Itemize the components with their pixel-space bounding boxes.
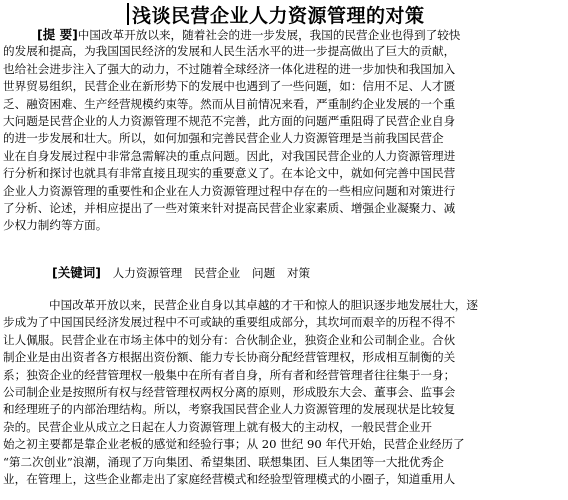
keyword-item: 问题	[251, 266, 276, 280]
abstract-line: 的进一步发展和壮大。所以，如何加强和完善民营企业人力资源管理是当前我国民营企	[3, 131, 444, 146]
abstract-line: 行分析和探讨也就具有非常直接且现实的重要意义了。在本论文中，就如何完善中国民营	[3, 166, 456, 181]
keywords-label: [关键词]	[52, 265, 101, 280]
abstract-line: 乏、融资困难、生产经营规模约束等。然而从目前情况来看，严重制约企业发展的一个重	[3, 96, 456, 111]
body-line: 杂的。民营企业从成立之日起在人力资源管理上就有极大的主动权，一般民营企业开	[3, 419, 432, 434]
title-rule	[127, 3, 129, 25]
abstract-line	[3, 26, 563, 43]
keyword-item: 民营企业	[193, 266, 241, 280]
page-title: 浅谈民营企业人力资源管理的对策	[132, 4, 425, 27]
abstract-section	[3, 26, 563, 235]
abstract-label: [提 要]	[37, 27, 78, 42]
keyword-item: 人力资源管理	[112, 266, 183, 280]
body-line: 让人佩服。民营企业在市场主体中的划分有：合伙制企业，独资企业和公司制企业。合伙	[3, 332, 456, 347]
body-line: 系；独资企业的经营管理权一般集中在所有者自身，所有者和经营管理者往往集于一身；	[3, 367, 456, 382]
body-line: 和经理班子的内部治理结构。所以，考察我国民营企业人力资源管理的发展现状是比较复	[3, 402, 456, 417]
keyword-item: 对策	[286, 266, 311, 280]
title-bar	[127, 2, 425, 26]
abstract-line: 业在自身发展过程中非常急需解决的重点问题。因此，对我国民营企业的人力资源管理进	[3, 148, 456, 163]
keywords-section	[52, 263, 310, 281]
body-line: 步成为了中国国民经济发展过程中不可或缺的重要组成部分，其坎坷而艰辛的历程不得不	[3, 315, 456, 330]
abstract-line: 的发展和提高，为我国国民经济的发展和人民生活水平的进一步提高做出了巨大的贡献，	[3, 44, 456, 59]
abstract-line: 少权力制约等方面。	[3, 218, 108, 233]
body-section	[3, 297, 563, 488]
abstract-line: 也给社会进步注入了强大的动力，不过随着全球经济一体化进程的进一步加快和我国加入	[3, 61, 456, 76]
body-line: 业，在管理上，这些企业都走出了家庭经营模式和经验型管理模式的小圈子，知道重用人	[3, 471, 456, 486]
abstract-line: 大问题是民营企业的人力资源管理不规范不完善，此方面的问题严重阻碍了民营企业自身	[3, 113, 456, 128]
body-line: 制企业是由出资者各方根据出资份额、能力专长协商分配经营管理权，形成相互制衡的关	[3, 350, 456, 365]
body-line: 中国改革开放以来，民营企业自身以其卓越的才干和惊人的胆识逐步地发展壮大，逐	[49, 298, 478, 312]
abstract-line: 世界贸易组织，民营企业在新形势下的发展中也遇到了一些问题，如：信用不足、人才匮	[3, 79, 456, 94]
abstract-line: 企业人力资源管理的重要性和企业在人力资源管理过程中存在的一些相应问题和对策进行	[3, 183, 456, 198]
body-line: “第二次创业”浪潮，涌现了万向集团、希望集团、联想集团、巨人集团等一大批优秀企	[3, 454, 444, 469]
body-line: 始之初主要都是靠企业老板的感觉和经验行事；从 20 世纪 90 年代开始，民营企业经历了	[3, 437, 465, 452]
body-line: 公司制企业是按照所有权与经营管理权两权分离的原则，形成股东大会、董事会、监事会	[3, 384, 456, 399]
abstract-text: 中国改革开放以来，随着社会的进一步发展，我国的民营企业也得到了较快	[77, 28, 461, 42]
abstract-line: 了分析、论述，并相应提出了一些对策来针对提高民营企业家素质、增强企业凝聚力、减	[3, 200, 456, 215]
